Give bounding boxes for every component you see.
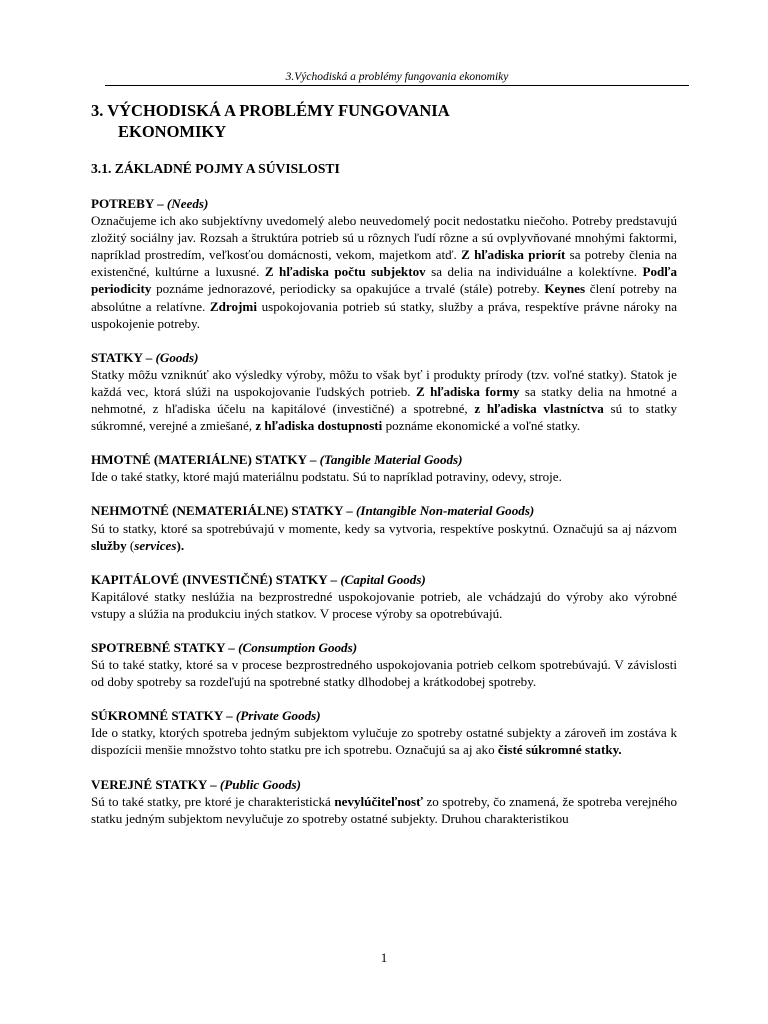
section-body (91, 793, 677, 827)
section-heading: 3.1. ZÁKLADNÉ POJMY A SÚVISLOSTI (91, 161, 340, 176)
bold-term: Zdrojmi (209, 298, 257, 314)
section-body (91, 520, 677, 554)
body-text: Ide o také statky, ktoré majú materiálnu podstatu. Sú to napríklad potraviny, odevy, stroje. (91, 469, 562, 485)
bold-term: Z hľadiska formy (415, 383, 520, 399)
section-title-english: (Goods) (155, 349, 199, 365)
bold-term: z hľadiska vlastníctva (474, 401, 604, 417)
section-title (91, 776, 677, 793)
body-text: sa delia na individuálne a kolektívne. (425, 264, 643, 280)
section (91, 776, 677, 827)
section-title-english: (Public Goods) (219, 776, 302, 792)
section-body (91, 366, 677, 434)
section (91, 502, 677, 553)
body-text: Sú to také statky, pre ktoré je charakteristická (91, 793, 335, 809)
page-number: 1 (380, 950, 388, 965)
bold-term: Podľa periodicity (91, 264, 677, 297)
body-text: sa potreby členia na existenčné, kultúrne a luxusné. (91, 247, 677, 280)
bold-term: ). (176, 537, 185, 553)
section-title-english: (Needs) (166, 196, 209, 211)
section-title (91, 451, 677, 468)
body-text: Sú to statky, ktoré sa spotrebúvajú v momente, kedy sa vytvoria, respektíve poskytnú. Označujú sa aj názvom (91, 520, 677, 536)
section-body (91, 656, 677, 690)
bold-term: Keynes (544, 281, 586, 297)
section-title-english: (Consumption Goods) (238, 639, 358, 655)
section (91, 639, 677, 690)
section-title (91, 571, 677, 588)
body-text: člení potreby na absolútne a relatívne. (91, 281, 677, 314)
section-title (91, 195, 677, 212)
body-text: poznáme jednorazové, periodicky sa opakujúce a trvalé (stále) potreby. (151, 281, 545, 297)
body-text: Statky môžu vzniknúť ako výsledky výroby, môžu to však byť i produkty prírody (tzv. voľné statky). Statok je každá vec, ktorá slúži na uspokojovanie ľudských potrieb. (91, 366, 677, 399)
chapter-title (91, 100, 677, 142)
bold-term: nevylúčiteľnosť (334, 793, 423, 809)
body-text: ( (126, 537, 135, 553)
bold-term: služby (91, 537, 127, 553)
section-title-text: SPOTREBNÉ STATKY – (91, 639, 239, 655)
section-title-text: KAPITÁLOVÉ (INVESTIČNÉ) STATKY – (91, 571, 341, 587)
bold-term: services (134, 537, 177, 553)
body-text: Ide o statky, ktorých spotreba jedným subjektom vylučuje zo spotreby ostatné subjekty a zároveň im zostáva k dispozícii menšie množstvo tohto statku pre ich spotrebu. Označujú sa aj ako (91, 725, 677, 758)
section-title (91, 349, 677, 366)
section (91, 349, 677, 434)
body-text: Sú to také statky, ktoré sa v procese bezprostredného uspokojovania potrieb celkom spotrebúvajú. V závislosti od doby spotreby sa rozdeľujú na spotrebné statky dlhodobej a krátkodobej spotreby. (91, 657, 677, 690)
section-title-text: SÚKROMNÉ STATKY – (91, 708, 236, 724)
section-title (91, 639, 677, 656)
section-title-text: NEHMOTNÉ (NEMATERIÁLNE) STATKY – (91, 503, 357, 519)
section (91, 707, 677, 758)
body-text: Označujeme ich ako subjektívny uvedomelý alebo neuvedomelý pocit nedostatku niečoho. Potreby predstavujú zložitý sociálny jav. Rozsah a štruktúra potrieb sú u rôznych ľudí rôzne a sú ovplyvňované mnohými faktormi, napríklad prostredím, veľkosťou domácnosti, vekom, majetkom atď. (91, 213, 677, 263)
body-text: sa statky delia na hmotné a nehmotné, z hľadiska účelu na kapitálové (investičné) a spotrebné, (91, 383, 678, 417)
section-title (91, 707, 677, 724)
running-header: 3.Východiská a problémy fungovania ekonomiky (105, 70, 689, 86)
section-title-text: VEREJNÉ STATKY – (91, 776, 220, 792)
section-body (91, 724, 677, 758)
sections-container (91, 195, 677, 827)
body-text: uspokojovania potrieb sú statky, služby a práva, respektíve právne nároky na uspokojenie potreby. (91, 298, 678, 331)
section-body (91, 468, 677, 485)
body-text: poznáme ekonomické a voľné statky. (382, 418, 581, 434)
section-title-text: STATKY – (91, 349, 156, 365)
section-body (91, 588, 677, 622)
body-text: zo spotreby, čo znamená, že spotreba verejného statku jedným subjektom nevylučuje zo spotreby ostatné subjekty. Druhou charakteristikou (91, 793, 677, 826)
section-body (91, 212, 677, 332)
section (91, 571, 677, 622)
section (91, 195, 677, 332)
chapter-title-line2: EKONOMIKY (118, 122, 227, 141)
section-title-text: POTREBY – (91, 196, 167, 211)
page-content (91, 100, 677, 844)
section-title-english: (Capital Goods) (340, 571, 426, 587)
section-title-english: (Private Goods) (235, 708, 321, 724)
bold-term: Z hľadiska počtu subjektov (264, 264, 426, 280)
section-title (91, 502, 677, 519)
chapter-title-line1: 3. VÝCHODISKÁ A PROBLÉMY FUNGOVANIA (91, 101, 450, 120)
body-text: sú to statky súkromné, verejné a zmiešané, (91, 401, 678, 434)
bold-term: z hľadiska dostupnosti (255, 418, 383, 434)
bold-term: Z hľadiska priorít (461, 247, 566, 263)
body-text: Kapitálové statky neslúžia na bezprostredné uspokojovanie potrieb, ale vchádzajú do výroby ako výrobné vstupy a slúžia na produkciu iných statkov. V procese výroby sa opotrebúvajú. (91, 588, 677, 621)
section-title-english: (Tangible Material Goods) (319, 452, 463, 468)
section-title-english: (Intangible Non-material Goods) (356, 503, 535, 519)
section-title-text: HMOTNÉ (MATERIÁLNE) STATKY – (91, 452, 320, 468)
bold-term: čisté súkromné statky. (497, 742, 622, 758)
section (91, 451, 677, 485)
